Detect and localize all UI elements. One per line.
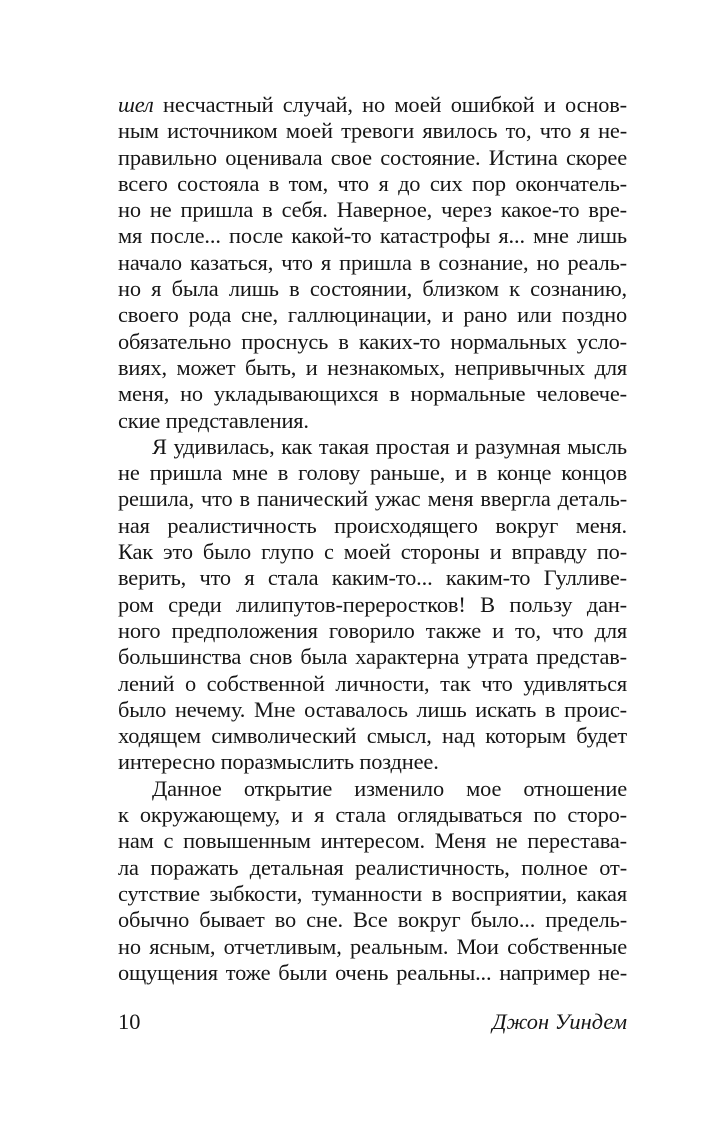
paragraph-2 — [118, 434, 627, 776]
text-line: было нечему. Мне оставалось лишь искать в проис- — [118, 696, 627, 722]
text-line: обязательно проснусь в каких-то нормальных усло- — [118, 328, 627, 354]
text-line: ходящем символический смысл, над которым будет — [118, 723, 627, 749]
page-footer — [118, 1007, 627, 1037]
page-number: 10 — [118, 1009, 141, 1034]
paragraph-3 — [118, 776, 627, 986]
text-line: решила, что в панический ужас меня ввергла деталь- — [118, 486, 627, 512]
text-line: Как это было глупо с моей стороны и вправду по- — [118, 539, 627, 565]
text-line: ром среди лилипутов-переростков! В пользу дан- — [118, 591, 627, 617]
text-line: ла поражать детальная реалистичность, полное от- — [118, 854, 627, 880]
text-line: большинства снов была характерна утрата представ- — [118, 644, 627, 670]
text-line: мя после... после какой-то катастрофы я... мне лишь — [118, 223, 627, 249]
paragraph-1 — [118, 92, 627, 434]
text-line: обычно бывает во сне. Все вокруг было... предель- — [118, 907, 627, 933]
text-line: правильно оценивала свое состояние. Истина скорее — [118, 144, 627, 170]
text-line: но я была лишь в состоянии, близком к сознанию, — [118, 276, 627, 302]
page-body — [118, 92, 627, 986]
text-line: ным источником моей тревоги явилось то, что я не- — [118, 118, 627, 144]
text-line: ские представления. — [118, 407, 309, 433]
text-line: лений о собственной личности, так что удивляться — [118, 670, 627, 696]
text-line: верить, что я стала каким-то... каким-то Гулливе- — [118, 565, 627, 591]
text-line: ная реалистичность происходящего вокруг меня. — [118, 512, 627, 538]
italic-word: шел — [118, 92, 154, 117]
running-head-author: Джон Уиндем — [492, 1009, 627, 1034]
text-line: меня, но укладывающихся в нормальные человече- — [118, 381, 627, 407]
text-line: не пришла мне в голову раньше, и в конце концов — [118, 460, 627, 486]
text-line: интересно поразмыслить позднее. — [118, 749, 439, 775]
text-line: нам с повышенным интересом. Меня не перестава- — [118, 828, 627, 854]
text-line: шел несчастный случай, но моей ошибкой и основ- — [118, 92, 627, 117]
text-line: ного предположения говорило также и то, что для — [118, 617, 627, 643]
text-line: ощущения тоже были очень реальны... например не- — [118, 959, 627, 985]
text-line: начало казаться, что я пришла в сознание, но реаль- — [118, 249, 627, 275]
text-line: Я удивилась, как такая простая и разумная мысль — [152, 433, 627, 459]
text-line: всего состояла в том, что я до сих пор окончатель- — [118, 170, 627, 196]
text-line: но ясным, отчетливым, реальным. Мои собственные — [118, 933, 627, 959]
text-line: своего рода сне, галлюцинации, и рано или поздно — [118, 302, 627, 328]
text-line: но не пришла в себя. Наверное, через какое-то вре- — [118, 197, 627, 223]
text-line: виях, может быть, и незнакомых, непривычных для — [118, 354, 627, 380]
text-line: сутствие зыбкости, туманности в восприятии, какая — [118, 880, 627, 906]
text-line: Данное открытие изменило мое отношение — [152, 775, 627, 801]
text-line: к окружающему, и я стала оглядываться по сторо- — [118, 802, 627, 828]
